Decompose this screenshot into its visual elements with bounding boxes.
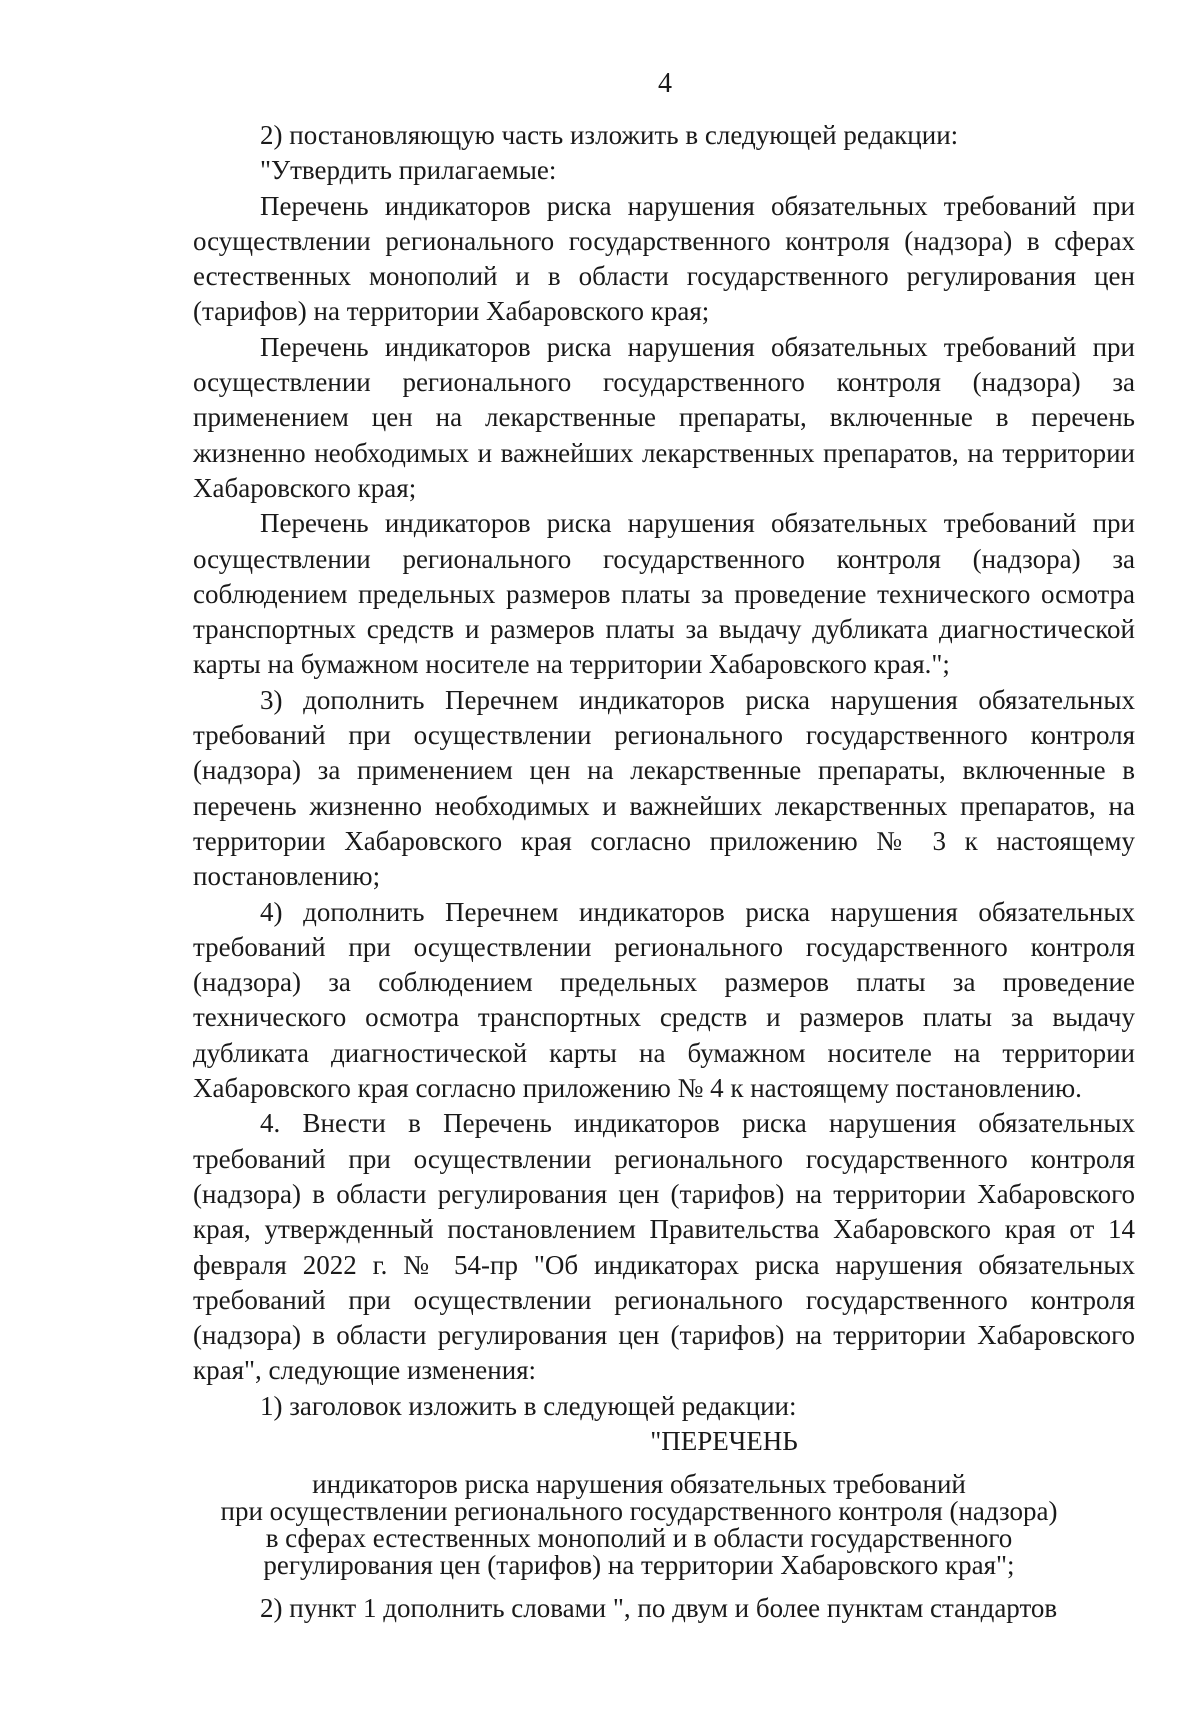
paragraph-item-4: 4) дополнить Перечнем индикаторов риска нарушения обязательных требований при осуществлении регионального государственного контроля (надзора) за соблюдением предельных размеров платы за проведение технического осмотра транспортных средств и размеров платы за выдачу дубликата диагностической карты на бумажном носителе на территории Хабаровского края согласно приложению № 4 к настоящему постановлению. (193, 896, 1135, 1104)
list-heading-subtitle (193, 1471, 1135, 1579)
paragraph-section-4: 4. Внести в Перечень индикаторов риска нарушения обязательных требований при осуществлении регионального государственного контроля (надзора) в области регулирования цен (тарифов) на территории Хабаровского края, утвержденный постановлением Правительства Хабаровского края от 14 февраля 2022 г. № 54-пр "Об индикаторах риска нарушения обязательных требований при осуществлении регионального государственного контроля (надзора) в области регулирования цен (тарифов) на территории Хабаровского края", следующие изменения: (193, 1108, 1135, 1386)
paragraph-list-3: Перечень индикаторов риска нарушения обязательных требований при осуществлении регионального государственного контроля (надзора) за соблюдением предельных размеров платы за проведение технического осмотра транспортных средств и размеров платы за выдачу дубликата диагностической карты на бумажном носителе на территории Хабаровского края."; (193, 508, 1135, 680)
paragraph-approve: "Утвердить прилагаемые: (260, 155, 557, 186)
heading-line: в сферах естественных монополий и в области государственного (265, 1523, 1013, 1554)
document-body (193, 118, 1135, 1627)
paragraph-list-1: Перечень индикаторов риска нарушения обязательных требований при осуществлении регионального государственного контроля (надзора) в сферах естественных монополий и в области государственного регулирования цен (тарифов) на территории Хабаровского края; (193, 190, 1135, 327)
heading-line: индикаторов риска нарушения обязательных требований (312, 1469, 966, 1500)
paragraph-item-2-intro: 2) постановляющую часть изложить в следующей редакции: (260, 120, 959, 150)
paragraph-item-3: 3) дополнить Перечнем индикаторов риска нарушения обязательных требований при осуществлении регионального государственного контроля (надзора) за применением цен на лекарственные препараты, включенные в перечень жизненно необходимых и важнейших лекарственных препаратов, на территории Хабаровского края согласно приложению № 3 к настоящему постановлению; (193, 684, 1135, 892)
heading-line: при осуществлении регионального государственного контроля (надзора) (220, 1496, 1058, 1527)
paragraph-list-2: Перечень индикаторов риска нарушения обязательных требований при осуществлении регионального государственного контроля (надзора) за применением цен на лекарственные препараты, включенные в перечень жизненно необходимых и важнейших лекарственных препаратов, на территории Хабаровского края; (193, 331, 1135, 503)
paragraph-heading-change: 1) заголовок изложить в следующей редакции: (260, 1390, 797, 1421)
paragraph-point-1-addition: 2) пункт 1 дополнить словами ", по двум и более пунктам стандартов (260, 1593, 1058, 1624)
heading-line: регулирования цен (тарифов) на территории Хабаровского края"; (263, 1550, 1015, 1581)
page-number: 4 (658, 68, 672, 99)
list-heading-title: "ПЕРЕЧЕНЬ (650, 1425, 798, 1456)
